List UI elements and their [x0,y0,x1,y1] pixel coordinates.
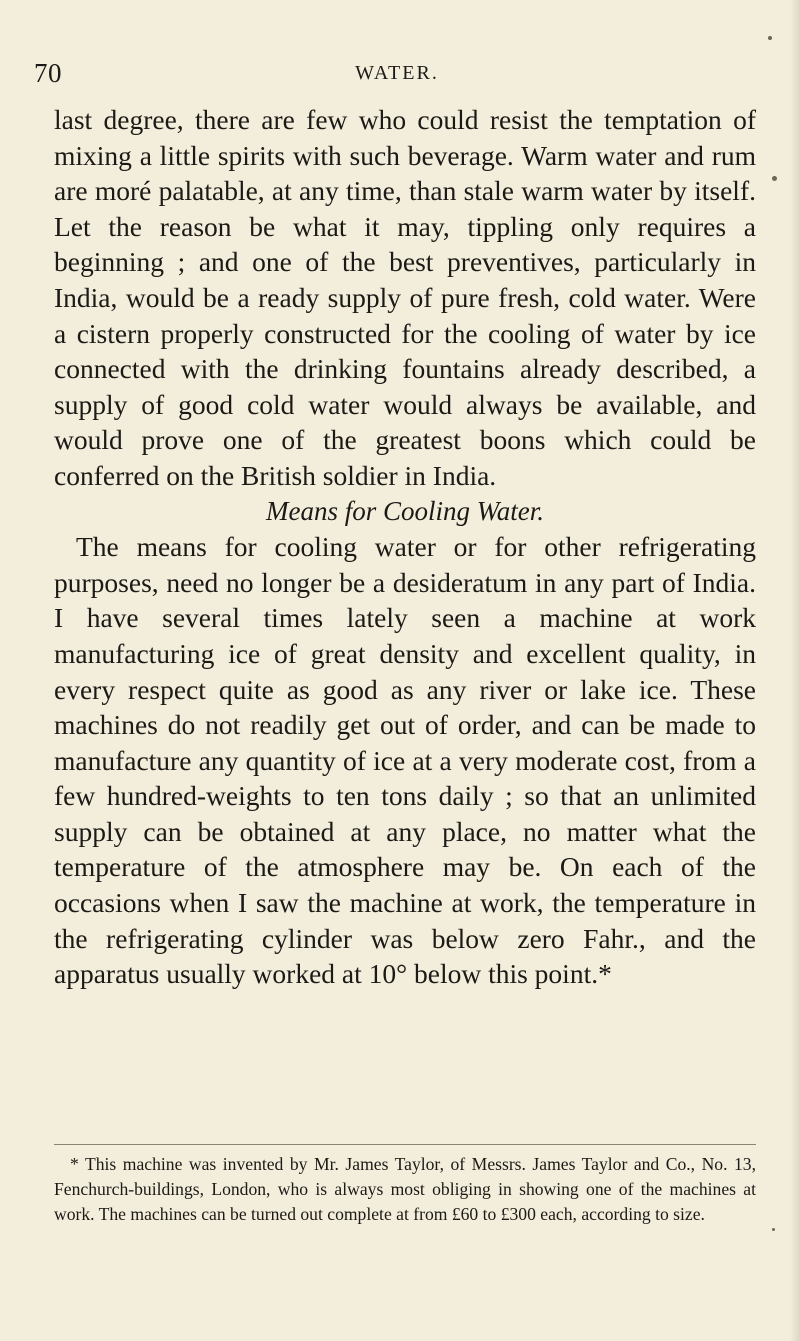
section-heading: Means for Cooling Water. [265,495,544,526]
page-header [34,58,760,92]
paper-speck [772,1228,775,1231]
paper-speck [768,36,772,40]
footnote: * This machine was invented by Mr. James Taylor, of Messrs. James Taylor and Co., No. 13, Fenchurch-buildings, London, who is always most obliging in showing one of the machines at work. The machines can be turned out complete at from £60 to £300 each, according to size. [54,1154,756,1224]
page-number: 70 [34,58,62,88]
paragraph-continued: last degree, there are few who could resist the temptation of mixing a little spirits with such beverage. Warm water and rum are moré palatable, at any time, than stale warm water by itself. Let the reason be what it may, tippling only requires a beginning ; and one of the best preventives, particularly in India, would be a ready supply of pure fresh, cold water. Were a cistern properly constructed for the cooling of water by ice connected with the drinking fountains already described, a supply of good cold water would always be available, and would prove one of the greatest boons which could be conferred on the British soldier in India. [54,104,756,491]
page-edge-shadow [790,0,800,1341]
body-text [54,102,756,992]
paper-speck [772,176,777,181]
paragraph-cooling-means: The means for cooling water or for other refrigerating purposes, need no longer be a desideratum in any part of India. I have several times lately seen a machine at work manufacturing ice of great density and excellent quality, in every respect quite as good as any river or lake ice. These machines do not readily get out of order, and can be made to manufacture any quantity of ice at a very moderate cost, from a few hundred-weights to ten tons daily ; so that an unlimited supply can be obtained at any place, no matter what the temperature of the atmosphere may be. On each of the occasions when I saw the machine at work, the temperature in the refrigerating cylinder was below zero Fahr., and the apparatus usually worked at 10° below this point.* [54,531,756,990]
footnote-rule [54,1144,756,1145]
running-head: WATER. [355,62,439,84]
